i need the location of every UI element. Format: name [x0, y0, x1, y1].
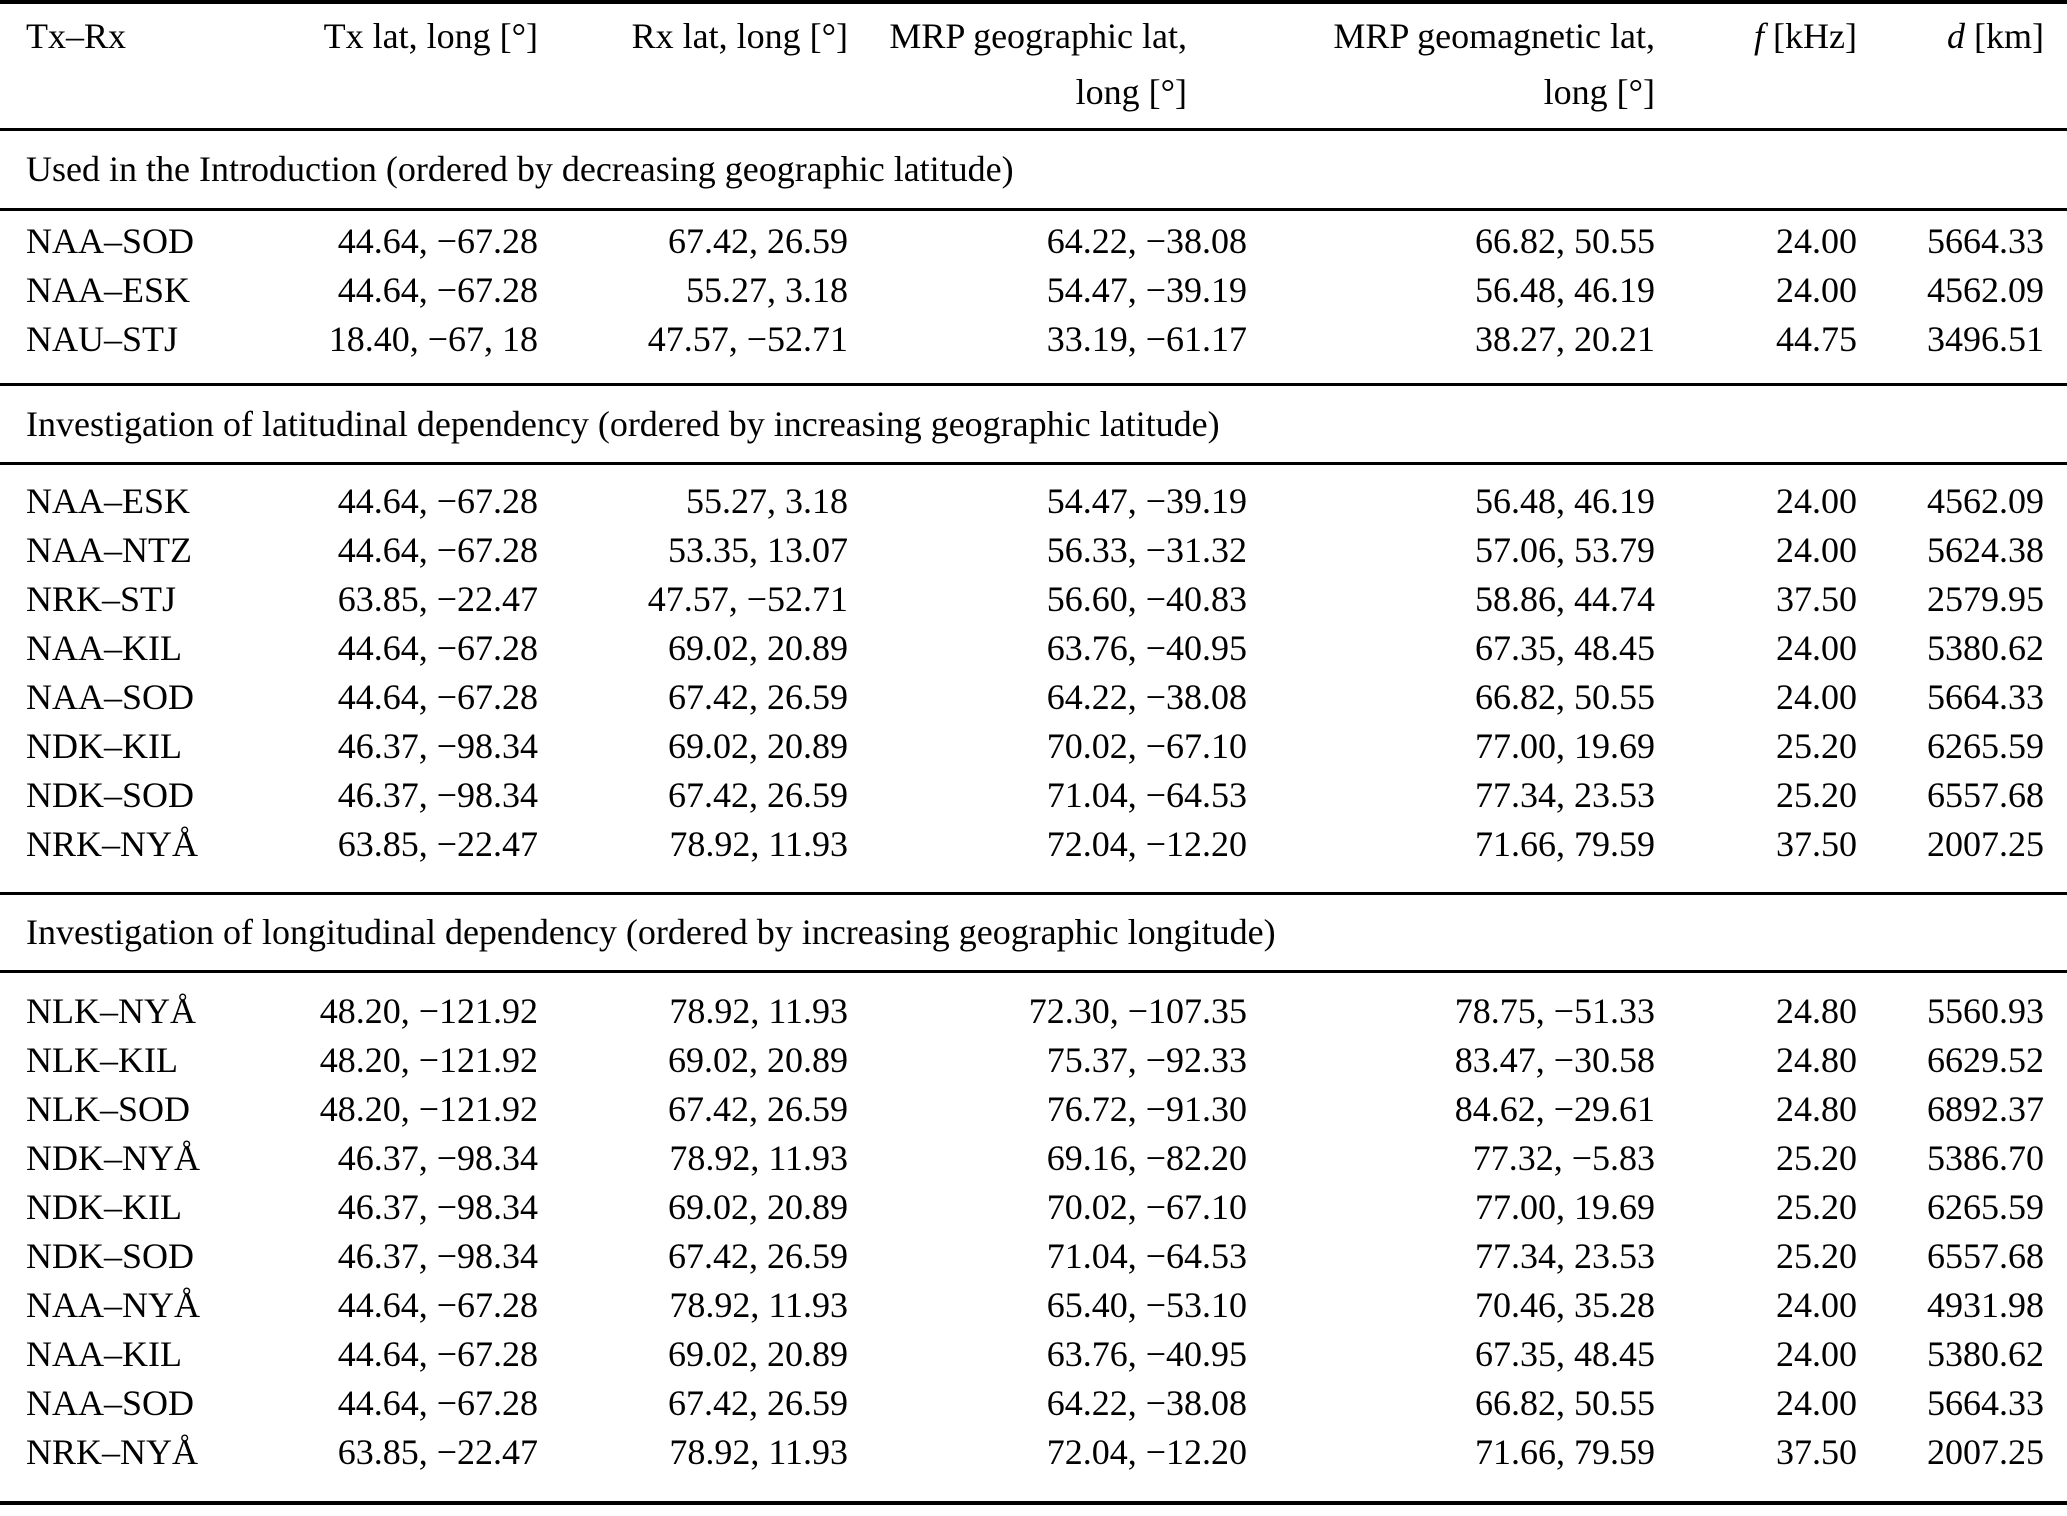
header-line: long [°] [1075, 72, 1187, 112]
cell-frequency: 25.20 [1776, 1236, 1857, 1276]
cell-mrp-geographic: 72.04, −12.20 [1046, 1432, 1247, 1472]
cell-distance: 2007.25 [1927, 1432, 2044, 1472]
cell-mrp-geomagnetic: 66.82, 50.55 [1475, 221, 1655, 261]
cell-frequency: 24.00 [1776, 1285, 1857, 1325]
cell-tx-lat-long: 44.64, −67.28 [337, 481, 538, 521]
cell-distance: 5560.93 [1927, 991, 2044, 1031]
section-rows [0, 211, 2067, 383]
cell-distance: 4931.98 [1927, 1285, 2044, 1325]
cell-mrp-geographic: 75.37, −92.33 [1046, 1040, 1247, 1080]
cell-frequency: 24.00 [1776, 1383, 1857, 1423]
cell-mrp-geomagnetic: 67.35, 48.45 [1475, 1334, 1655, 1374]
cell-rx-lat-long: 55.27, 3.18 [686, 270, 848, 310]
cell-tx-rx: NDK–KIL [26, 726, 182, 766]
cell-mrp-geographic: 56.33, −31.32 [1046, 530, 1247, 570]
section-rows [0, 973, 2067, 1501]
cell-distance: 4562.09 [1927, 270, 2044, 310]
cell-frequency: 24.00 [1776, 628, 1857, 668]
table-row [0, 1036, 2067, 1085]
cell-tx-lat-long: 48.20, −121.92 [319, 1089, 538, 1129]
cell-mrp-geographic: 70.02, −67.10 [1046, 1187, 1247, 1227]
cell-tx-rx: NLK–SOD [26, 1089, 191, 1129]
cell-mrp-geographic: 64.22, −38.08 [1046, 677, 1247, 717]
cell-tx-lat-long: 44.64, −67.28 [337, 677, 538, 717]
cell-mrp-geomagnetic: 56.48, 46.19 [1475, 481, 1655, 521]
table-body [0, 131, 2067, 1501]
cell-tx-lat-long: 44.64, −67.28 [337, 1383, 538, 1423]
table-row [0, 315, 2067, 364]
cell-distance: 5386.70 [1927, 1138, 2044, 1178]
cell-distance: 6265.59 [1927, 1187, 2044, 1227]
cell-mrp-geomagnetic: 77.34, 23.53 [1475, 1236, 1655, 1276]
cell-frequency: 24.80 [1776, 991, 1857, 1031]
cell-frequency: 25.20 [1776, 1187, 1857, 1227]
cell-mrp-geographic: 72.30, −107.35 [1028, 991, 1247, 1031]
cell-distance: 5664.33 [1927, 1383, 2044, 1423]
column-header-distance [1857, 4, 2067, 128]
cell-frequency: 37.50 [1776, 1432, 1857, 1472]
cell-rx-lat-long: 78.92, 11.93 [669, 1138, 848, 1178]
cell-tx-rx: NDK–NYÅ [26, 1138, 200, 1178]
column-header-tx-lat-long [311, 4, 538, 128]
cell-rx-lat-long: 47.57, −52.71 [647, 579, 848, 619]
cell-frequency: 24.00 [1776, 221, 1857, 261]
unit: [kHz] [1764, 16, 1857, 56]
cell-tx-rx: NDK–SOD [26, 775, 195, 815]
cell-mrp-geographic: 64.22, −38.08 [1046, 221, 1247, 261]
cell-tx-rx: NAA–SOD [26, 677, 195, 717]
cell-rx-lat-long: 67.42, 26.59 [668, 221, 848, 261]
cell-rx-lat-long: 78.92, 11.93 [669, 991, 848, 1031]
cell-mrp-geographic: 71.04, −64.53 [1046, 1236, 1247, 1276]
cell-tx-lat-long: 46.37, −98.34 [337, 1187, 538, 1227]
cell-mrp-geographic: 54.47, −39.19 [1046, 270, 1247, 310]
header-line: MRP geomagnetic lat, [1333, 16, 1655, 56]
cell-tx-rx: NAU–STJ [26, 319, 179, 359]
cell-frequency: 37.50 [1776, 824, 1857, 864]
cell-tx-lat-long: 46.37, −98.34 [337, 775, 538, 815]
cell-distance: 2007.25 [1927, 824, 2044, 864]
cell-mrp-geomagnetic: 67.35, 48.45 [1475, 628, 1655, 668]
cell-distance: 5664.33 [1927, 677, 2044, 717]
cell-mrp-geographic: 72.04, −12.20 [1046, 824, 1247, 864]
cell-frequency: 24.00 [1776, 1334, 1857, 1374]
cell-tx-lat-long: 63.85, −22.47 [337, 1432, 538, 1472]
cell-rx-lat-long: 47.57, −52.71 [647, 319, 848, 359]
cell-distance: 2579.95 [1927, 579, 2044, 619]
table-row [0, 1281, 2067, 1330]
cell-mrp-geomagnetic: 57.06, 53.79 [1475, 530, 1655, 570]
cell-tx-rx: NRK–STJ [26, 579, 177, 619]
cell-tx-rx: NLK–KIL [26, 1040, 178, 1080]
section-title: Used in the Introduction (ordered by decreasing geographic latitude) [26, 149, 1014, 189]
cell-mrp-geomagnetic: 58.86, 44.74 [1475, 579, 1655, 619]
cell-frequency: 25.20 [1776, 1138, 1857, 1178]
table-row [0, 624, 2067, 673]
cell-mrp-geographic: 64.22, −38.08 [1046, 1383, 1247, 1423]
header-line: MRP geographic lat, [889, 16, 1187, 56]
cell-mrp-geographic: 71.04, −64.53 [1046, 775, 1247, 815]
cell-tx-rx: NLK–NYÅ [26, 991, 196, 1031]
cell-tx-lat-long: 44.64, −67.28 [337, 530, 538, 570]
cell-distance: 3496.51 [1927, 319, 2044, 359]
column-header-tx-rx [0, 4, 311, 128]
cell-tx-lat-long: 44.64, −67.28 [337, 270, 538, 310]
cell-tx-lat-long: 46.37, −98.34 [337, 726, 538, 766]
cell-mrp-geomagnetic: 56.48, 46.19 [1475, 270, 1655, 310]
unit: [km] [1965, 16, 2044, 56]
cell-tx-rx: NRK–NYÅ [26, 1432, 199, 1472]
cell-distance: 5664.33 [1927, 221, 2044, 261]
cell-tx-rx: NRK–NYÅ [26, 824, 199, 864]
cell-mrp-geographic: 63.76, −40.95 [1046, 1334, 1247, 1374]
cell-mrp-geomagnetic: 83.47, −30.58 [1454, 1040, 1655, 1080]
cell-rx-lat-long: 69.02, 20.89 [668, 1187, 848, 1227]
cell-rx-lat-long: 78.92, 11.93 [669, 1285, 848, 1325]
table-row [0, 771, 2067, 820]
cell-mrp-geomagnetic: 77.32, −5.83 [1472, 1138, 1655, 1178]
cell-distance: 6892.37 [1927, 1089, 2044, 1129]
table-row [0, 673, 2067, 722]
cell-distance: 5380.62 [1927, 1334, 2044, 1374]
cell-tx-rx: NDK–SOD [26, 1236, 195, 1276]
cell-tx-rx: NDK–KIL [26, 1187, 182, 1227]
cell-frequency: 37.50 [1776, 579, 1857, 619]
table-row [0, 722, 2067, 771]
cell-frequency: 24.80 [1776, 1089, 1857, 1129]
cell-distance: 5624.38 [1927, 530, 2044, 570]
cell-distance: 6265.59 [1927, 726, 2044, 766]
table-row [0, 217, 2067, 266]
cell-distance: 6557.68 [1927, 1236, 2044, 1276]
cell-tx-rx: NAA–ESK [26, 270, 191, 310]
cell-mrp-geographic: 70.02, −67.10 [1046, 726, 1247, 766]
cell-mrp-geographic: 69.16, −82.20 [1046, 1138, 1247, 1178]
cell-tx-lat-long: 63.85, −22.47 [337, 579, 538, 619]
cell-mrp-geomagnetic: 84.62, −29.61 [1454, 1089, 1655, 1129]
cell-rx-lat-long: 69.02, 20.89 [668, 1040, 848, 1080]
cell-frequency: 25.20 [1776, 775, 1857, 815]
cell-tx-rx: NAA–NTZ [26, 530, 192, 570]
bottom-rule [0, 1501, 2067, 1505]
cell-rx-lat-long: 67.42, 26.59 [668, 677, 848, 717]
cell-tx-rx: NAA–SOD [26, 221, 195, 261]
cell-tx-rx: NAA–SOD [26, 1383, 195, 1423]
cell-distance: 5380.62 [1927, 628, 2044, 668]
cell-distance: 6557.68 [1927, 775, 2044, 815]
table-row [0, 1330, 2067, 1379]
header-row [0, 4, 2067, 128]
cell-mrp-geomagnetic: 71.66, 79.59 [1475, 824, 1655, 864]
cell-tx-rx: NAA–ESK [26, 481, 191, 521]
cell-rx-lat-long: 67.42, 26.59 [668, 775, 848, 815]
table-row [0, 820, 2067, 869]
header-line: Rx lat, long [°] [631, 16, 848, 56]
header-line: Tx–Rx [26, 16, 127, 56]
cell-tx-lat-long: 44.64, −67.28 [337, 221, 538, 261]
cell-rx-lat-long: 55.27, 3.18 [686, 481, 848, 521]
table-row [0, 575, 2067, 624]
cell-mrp-geographic: 63.76, −40.95 [1046, 628, 1247, 668]
table-row [0, 1232, 2067, 1281]
column-header-mrp-geographic [848, 4, 1247, 128]
cell-mrp-geomagnetic: 71.66, 79.59 [1475, 1432, 1655, 1472]
cell-mrp-geomagnetic: 66.82, 50.55 [1475, 677, 1655, 717]
cell-frequency: 24.00 [1776, 270, 1857, 310]
symbol: d [1947, 16, 1966, 56]
cell-tx-lat-long: 48.20, −121.92 [319, 1040, 538, 1080]
cell-rx-lat-long: 78.92, 11.93 [669, 1432, 848, 1472]
table-row [0, 987, 2067, 1036]
symbol: f [1754, 16, 1765, 56]
cell-mrp-geomagnetic: 38.27, 20.21 [1475, 319, 1655, 359]
section-title: Investigation of longitudinal dependency (ordered by increasing geographic longitude) [26, 912, 1276, 952]
cell-tx-lat-long: 46.37, −98.34 [337, 1138, 538, 1178]
cell-tx-lat-long: 44.64, −67.28 [337, 628, 538, 668]
cell-rx-lat-long: 69.02, 20.89 [668, 1334, 848, 1374]
cell-rx-lat-long: 67.42, 26.59 [668, 1089, 848, 1129]
cell-rx-lat-long: 78.92, 11.93 [669, 824, 848, 864]
cell-mrp-geomagnetic: 77.34, 23.53 [1475, 775, 1655, 815]
cell-tx-lat-long: 44.64, −67.28 [337, 1285, 538, 1325]
cell-mrp-geographic: 76.72, −91.30 [1046, 1089, 1247, 1129]
column-header-mrp-geomagnetic [1247, 4, 1655, 128]
cell-tx-rx: NAA–KIL [26, 1334, 182, 1374]
cell-tx-lat-long: 46.37, −98.34 [337, 1236, 538, 1276]
table-row [0, 526, 2067, 575]
table-row [0, 1379, 2067, 1428]
table-row [0, 1085, 2067, 1134]
cell-frequency: 24.00 [1776, 677, 1857, 717]
cell-tx-lat-long: 63.85, −22.47 [337, 824, 538, 864]
cell-tx-rx: NAA–NYÅ [26, 1285, 200, 1325]
cell-mrp-geographic: 33.19, −61.17 [1046, 319, 1247, 359]
table-row [0, 1183, 2067, 1232]
cell-mrp-geographic: 56.60, −40.83 [1046, 579, 1247, 619]
cell-frequency: 24.00 [1776, 530, 1857, 570]
cell-rx-lat-long: 67.42, 26.59 [668, 1383, 848, 1423]
cell-rx-lat-long: 53.35, 13.07 [668, 530, 848, 570]
section-rows [0, 465, 2067, 892]
cell-tx-lat-long: 44.64, −67.28 [337, 1334, 538, 1374]
cell-mrp-geographic: 54.47, −39.19 [1046, 481, 1247, 521]
table-row [0, 477, 2067, 526]
cell-mrp-geomagnetic: 66.82, 50.55 [1475, 1383, 1655, 1423]
cell-tx-rx: NAA–KIL [26, 628, 182, 668]
header-line: long [°] [1543, 72, 1655, 112]
cell-distance: 4562.09 [1927, 481, 2044, 521]
header-line: Tx lat, long [°] [323, 16, 538, 56]
cell-tx-lat-long: 48.20, −121.92 [319, 991, 538, 1031]
column-header-rx-lat-long [538, 4, 848, 128]
table-row [0, 1428, 2067, 1477]
cell-frequency: 24.80 [1776, 1040, 1857, 1080]
cell-mrp-geomagnetic: 77.00, 19.69 [1475, 726, 1655, 766]
cell-rx-lat-long: 69.02, 20.89 [668, 628, 848, 668]
cell-mrp-geomagnetic: 78.75, −51.33 [1454, 991, 1655, 1031]
cell-mrp-geomagnetic: 77.00, 19.69 [1475, 1187, 1655, 1227]
cell-distance: 6629.52 [1927, 1040, 2044, 1080]
table-row [0, 266, 2067, 315]
cell-frequency: 24.00 [1776, 481, 1857, 521]
cell-mrp-geographic: 65.40, −53.10 [1046, 1285, 1247, 1325]
cell-rx-lat-long: 67.42, 26.59 [668, 1236, 848, 1276]
table-row [0, 1134, 2067, 1183]
cell-mrp-geomagnetic: 70.46, 35.28 [1475, 1285, 1655, 1325]
cell-rx-lat-long: 69.02, 20.89 [668, 726, 848, 766]
cell-tx-lat-long: 18.40, −67, 18 [328, 319, 538, 359]
section-title: Investigation of latitudinal dependency (ordered by increasing geographic latitude) [26, 404, 1220, 444]
column-header-frequency [1655, 4, 1857, 128]
cell-frequency: 25.20 [1776, 726, 1857, 766]
cell-frequency: 44.75 [1776, 319, 1857, 359]
